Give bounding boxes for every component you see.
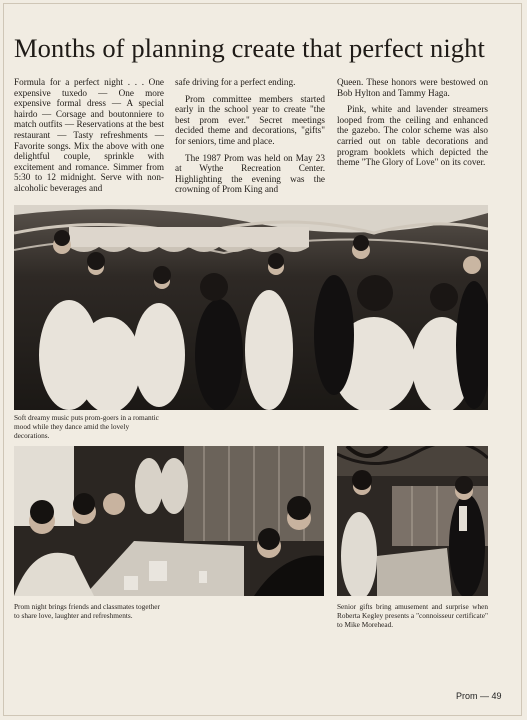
body-paragraph: Queen. These honors were bestowed on Bob Hylton and Tammy Haga. bbox=[337, 77, 488, 98]
dance-photo-caption: Soft dreamy music puts prom-goers in a romantic mood while they dance amid the lovely decorations. bbox=[14, 413, 159, 440]
refreshments-photo-caption: Prom night brings friends and classmates together to share love, laughter and refreshments. bbox=[14, 602, 160, 620]
body-column-2 bbox=[175, 77, 325, 201]
body-paragraph: Formula for a perfect night . . . One expensive tuxedo — One more expensive formal dress — A special hairdo — Corsage and boutonniere to match outfits — Reservations at the best restaurant — Tasty refreshments — Favorite songs. Mix the above with one delightful couple, sprinkle with excitement and romance. Simmer from 5:30 to 12 midnight. Serve with non-alcoholic beverages and bbox=[14, 77, 164, 193]
page-headline: Months of planning create that perfect night bbox=[14, 33, 485, 63]
body-paragraph: Pink, white and lavender streamers looped from the ceiling and enhanced the gazebo. The color scheme was also carried out on table decorations and program booklets which depicted the theme "The Glory of Love" on its cover. bbox=[337, 104, 488, 168]
refreshments-photo bbox=[14, 446, 324, 596]
body-column-3 bbox=[337, 77, 488, 174]
body-paragraph: Prom committee members started early in the school year to create "the best prom ever." Secret meetings decided theme and decorations, "gifts" for seniors, time and place. bbox=[175, 93, 325, 146]
page-folio: Prom — 49 bbox=[456, 691, 502, 701]
body-paragraph: safe driving for a perfect ending. bbox=[175, 77, 296, 87]
body-paragraph: The 1987 Prom was held on May 23 at Wythe Recreation Center. Highlighting the evening was the crowning of Prom King and bbox=[175, 152, 325, 195]
senior-gift-photo bbox=[337, 446, 488, 596]
dance-photo bbox=[14, 205, 488, 410]
senior-gift-photo-caption: Senior gifts bring amusement and surprise when Roberta Kegley presents a "connoisseur certificate" to Mike Morehead. bbox=[337, 602, 488, 629]
body-column-1 bbox=[14, 77, 164, 200]
